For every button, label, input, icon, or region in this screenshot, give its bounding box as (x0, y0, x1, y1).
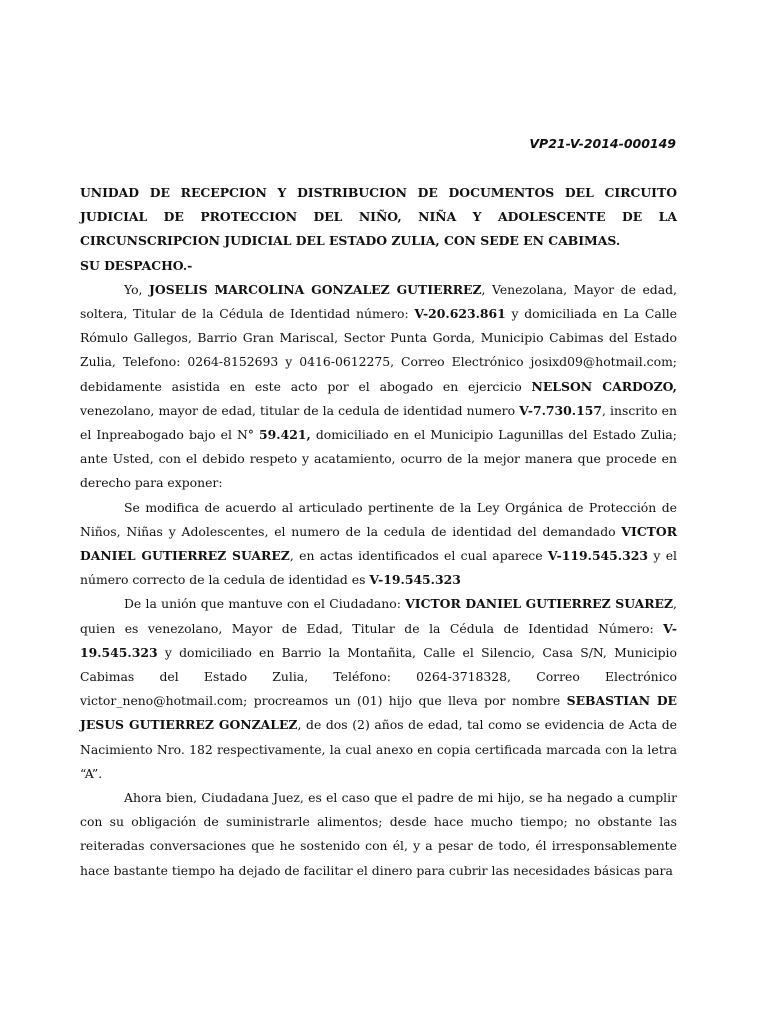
lawyer-id: V-7.730.157 (519, 402, 602, 418)
p1-text-6: domiciliado en el Municipio Lagunillas del Estado Zulia; ante Usted, con el debido respeto y acatamiento, ocurro de la mejor manera que procede en derecho para exponer: (80, 427, 677, 491)
wrong-id: V-119.545.323 (547, 548, 648, 564)
p2-text-2: , en actas identificados el cual aparece (289, 548, 548, 564)
salutation: SU DESPACHO.- (80, 257, 193, 273)
lawyer-name: NELSON CARDOZO, (531, 378, 677, 394)
paragraph-union (80, 592, 677, 786)
inpreabogado-number: 59.421, (259, 427, 311, 443)
p1-text-3: y domiciliada en La Calle Rómulo Gallegos, Barrio Gran Mariscal, Sector Punta Gorda, Municipio Cabimas del Estado Zulia, Telefono: 0264-8152693 y 0416-0612275, Correo Electrónico josixd09@hotmail.com; debidamente asistida en este acto por el abogado en ejercicio (80, 306, 677, 394)
p1-text-2: , Venezolana, Mayor de edad, soltera, Titular de la Cédula de Identidad número: (80, 281, 677, 322)
defendant-id: V-19.545.323 (80, 620, 677, 660)
p3-text-1: De la unión que mantuve con el Ciudadano: (124, 596, 406, 612)
petitioner-id: V-20.623.861 (414, 306, 506, 322)
paragraph-id-correction (80, 496, 677, 593)
defendant-name: VICTOR DANIEL GUTIERREZ SUAREZ (80, 523, 677, 564)
p2-text-3: y el número correcto de la cedula de identidad es (80, 548, 677, 588)
p2-text-1: Se modifica de acuerdo al articulado pertinente de la Ley Orgánica de Protección de Niños, Niñas y Adolescentes, el numero de la cedula de identidad del demandado (80, 499, 677, 539)
p1-text-1: Yo, (124, 281, 150, 297)
case-number: VP21-V-2014-000149 (529, 136, 676, 151)
p3-text-2: , quien es venezolano, Mayor de Edad, Titular de la Cédula de Identidad Número: (80, 596, 677, 636)
paragraph-petitioner (80, 278, 677, 496)
p1-text-5: , inscrito en el Inpreabogado bajo el N° (80, 402, 677, 443)
p3-text-3: y domiciliado en Barrio la Montañita, Calle el Silencio, Casa S/N, Municipio Cabimas del Estado Zulia, Teléfono: 0264-3718328, Correo Electrónico victor_neno@hotmail.com; procreamos un (01) hijo que lleva por nombre (80, 644, 677, 709)
document-body (80, 181, 677, 883)
child-name: SEBASTIAN DE JESUS GUTIERREZ GONZALEZ (80, 693, 678, 733)
petitioner-name: JOSELIS MARCOLINA GONZALEZ GUTIERREZ (149, 281, 482, 297)
p3-text-4: , de dos (2) años de edad, tal como se evidencia de Acta de Nacimiento Nro. 182 respectivamente, la cual anexo en copia certificada marcada con la letra “A”. (80, 717, 678, 781)
p1-text-4: venezolano, mayor de edad, titular de la cedula de identidad numero (80, 402, 520, 418)
defendant-name-2: VICTOR DANIEL GUTIERREZ SUAREZ (405, 596, 674, 612)
paragraph-obligation: Ahora bien, Ciudadana Juez, es el caso que el padre de mi hijo, se ha negado a cumplir con su obligación de suministrarle alimentos; desde hace mucho tiempo; no obstante las reiteradas conversaciones que he sostenido con él, y a pesar de todo, él irresponsablemente hace bastante tiempo ha dejado de facilitar el dinero para cubrir las necesidades básicas para (80, 790, 677, 878)
court-heading: UNIDAD DE RECEPCION Y DISTRIBUCION DE DOCUMENTOS DEL CIRCUITO JUDICIAL DE PROTECCION DEL NIÑO, NIÑA Y ADOLESCENTE DE LA CIRCUNSCRIPCION JUDICIAL DEL ESTADO ZULIA, CON SEDE EN CABIMAS. (80, 185, 677, 249)
correct-id: V-19.545.323 (369, 572, 461, 588)
